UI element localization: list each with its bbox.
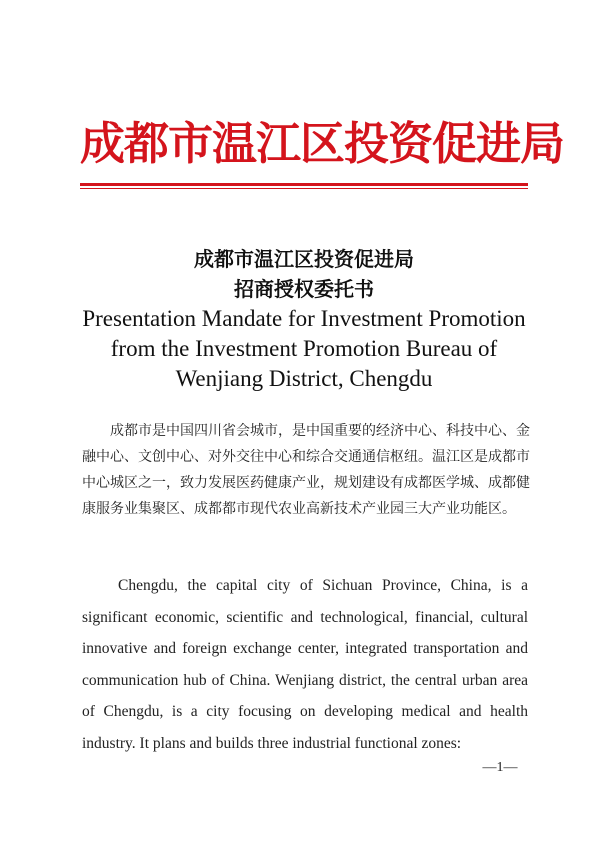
paragraph-chinese: [82, 418, 530, 522]
page-number: —1—: [482, 760, 518, 775]
masthead-title: 成都市温江区投资促进局: [80, 117, 565, 170]
title-en-line-2: from the Investment Promotion Bureau of: [110, 336, 498, 361]
title-en-line-1: Presentation Mandate for Investment Promotion: [82, 306, 526, 331]
paragraph-english-text: Chengdu, the capital city of Sichuan Province, China, is a significant economic, scientific and technological, financial, cultural innovative and foreign exchange center, integrated transportation and communication hub of China. Wenjiang district, the central urban area of Chengdu, is a city focusing on developing medical and health industry. It plans and builds three industrial functional zones:: [82, 577, 528, 752]
title-en-line-3: Wenjiang District, Chengdu: [175, 366, 433, 391]
document-title: [40, 244, 568, 394]
masthead-rule-thick: [80, 183, 528, 186]
title-cn-line-1: 成都市温江区投资促进局: [194, 247, 414, 271]
paragraph-english: [82, 570, 528, 759]
title-cn-line-2: 招商授权委托书: [234, 277, 374, 301]
masthead-rule-thin: [80, 188, 528, 189]
paragraph-chinese-text: 成都市是中国四川省会城市，是中国重要的经济中心、科技中心、金融中心、文创中心、对外交往中心和综合交通通信枢纽。温江区是成都市中心城区之一，致力发展医药健康产业，规划建设有成都医学城、成都健康服务业集聚区、成都都市现代农业高新技术产业园三大产业功能区。: [82, 423, 530, 517]
